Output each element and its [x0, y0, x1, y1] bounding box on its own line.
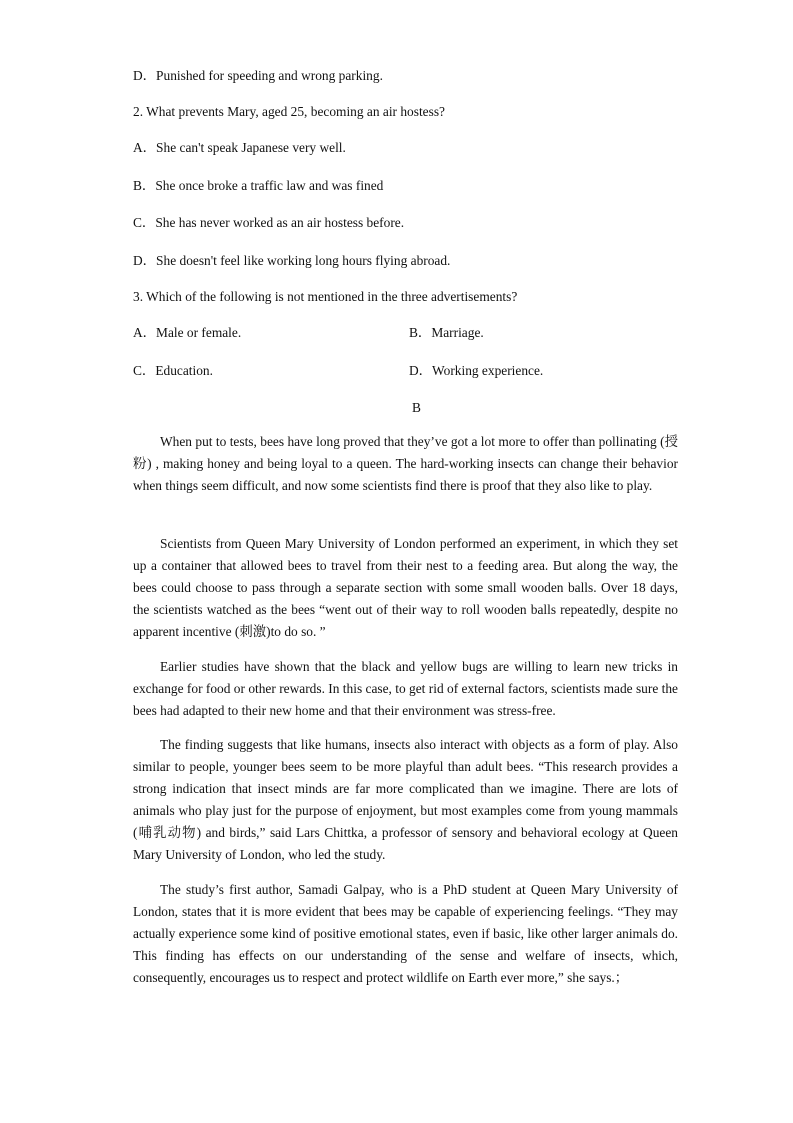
q2-question: 2. What prevents Mary, aged 25, becoming an air hostess? — [133, 104, 445, 119]
q2-option-b: B．She once broke a traffic law and was fined — [133, 178, 384, 193]
q3-option-d: D．Working experience. — [409, 363, 544, 378]
q2-option-c: C．She has never worked as an air hostess before. — [133, 215, 405, 230]
passage-paragraph-1: When put to tests, bees have long proved that they’ve got a lot more to offer than pollinating (授粉) , making honey and being loyal to a queen. The hard-working insects can change their behavior when things seem difficult, and now some scientists find there is proof that they also like to play. — [133, 434, 678, 493]
passage-paragraph-4: The finding suggests that like humans, insects also interact with objects as a form of play. Also similar to people, younger bees seem to be more playful than adult bees. “This research provides a strong indication that insect minds are far more complicated than we imagine. There are lots of animals who play just for the purpose of enjoyment, but most examples come from young mammals (哺乳动物) and birds,” said Lars Chittka, a professor of sensory and behavioral ecology at Queen Mary University of London, who led the study. — [133, 737, 678, 862]
q2-option-a: A．She can't speak Japanese very well. — [133, 140, 346, 155]
q3-question: 3. Which of the following is not mentioned in the three advertisements? — [133, 289, 518, 304]
passage-paragraph-2: Scientists from Queen Mary University of London performed an experiment, in which they set up a container that allowed bees to travel from their nest to a feeding area. But along the way, the bees could choose to pass through a separate section with some small wooden balls. Over 18 days, the scientists watched as the bees “went out of their way to roll wooden balls repeatedly, despite no apparent incentive (刺激)to do so. ” — [133, 536, 678, 639]
passage-paragraph-5: The study’s first author, Samadi Galpay, who is a PhD student at Queen Mary University of London, states that it is more evident that bees may be capable of experiencing feelings. “They may actually experience some kind of positive emotional states, even if basic, like other larger animals do. This finding has effects on our understanding of the sense and welfare of insects, which, consequently, encourages us to respect and protect wildlife on Earth ever more,” she says.； — [133, 882, 678, 985]
q1-option-d: D．Punished for speeding and wrong parking. — [133, 68, 383, 83]
q2-option-d: D．She doesn't feel like working long hours flying abroad. — [133, 253, 451, 268]
section-heading: B — [412, 400, 421, 415]
q3-option-b: B．Marriage. — [409, 325, 484, 340]
q3-option-a: A．Male or female. — [133, 325, 242, 340]
q3-option-c: C．Education. — [133, 363, 213, 378]
passage-paragraph-3: Earlier studies have shown that the black and yellow bugs are willing to learn new tricks in exchange for food or other rewards. In this case, to get rid of external factors, scientists made sure the bees had adapted to their new home and that their environment was stress-free. — [133, 659, 678, 718]
